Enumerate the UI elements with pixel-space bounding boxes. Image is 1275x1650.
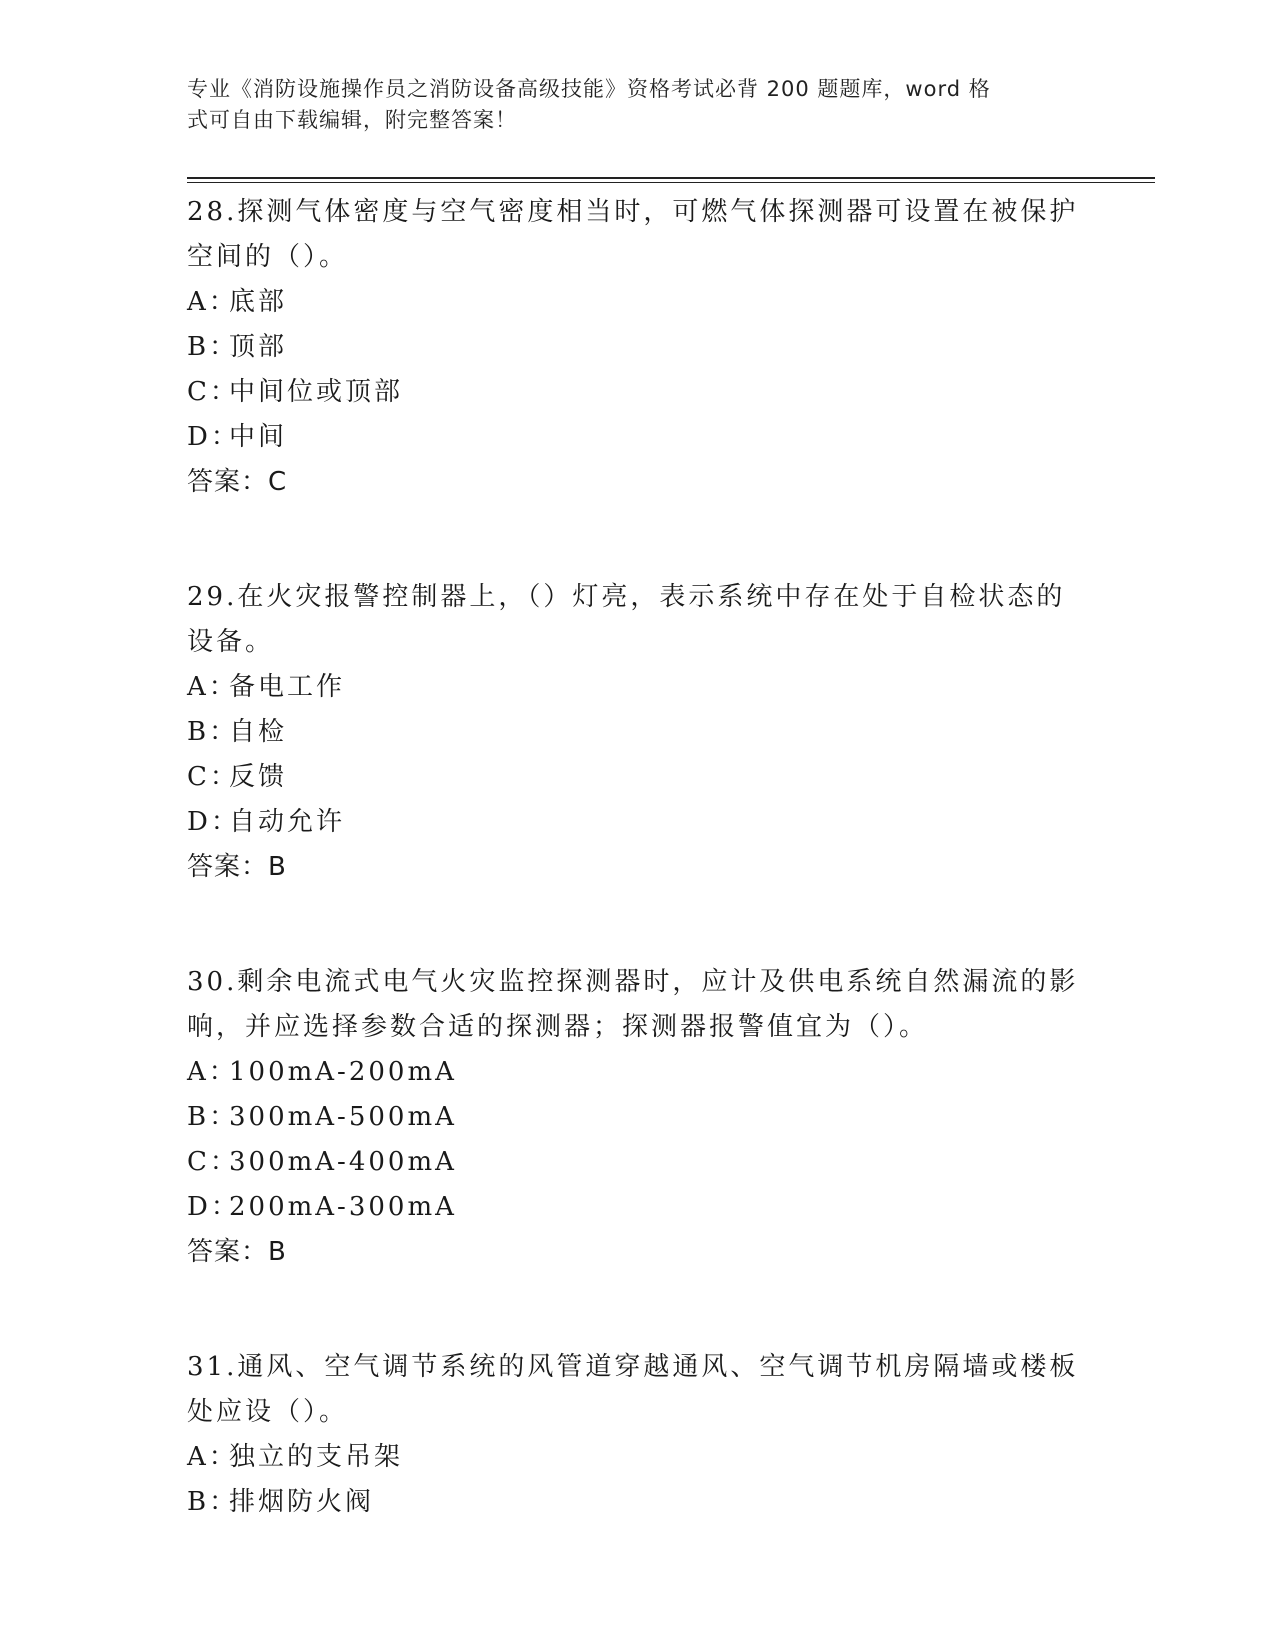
option-c: C： 300mA-400mA [187, 1147, 457, 1177]
option-d: D： 200mA-300mA [187, 1192, 457, 1222]
question-stem: 28.探测气体密度与空气密度相当时，可燃气体探测器可设置在被保护 空间的（）。 [187, 197, 1079, 272]
header-line-1: 专业《消防设施操作员之消防设备高级技能》资格考试必背 200 题题库，word 格 [187, 77, 991, 101]
option-a: A： 100mA-200mA [187, 1057, 457, 1087]
header-line-2: 式可自由下载编辑，附完整答案！ [187, 108, 517, 132]
document-header [187, 74, 1067, 136]
question-stem: 31.通风、空气调节系统的风管道穿越通风、空气调节机房隔墙或楼板 处应设（）。 [187, 1352, 1079, 1427]
answer-line: 答案：B [187, 1237, 287, 1267]
option-b: B： 顶部 [187, 332, 288, 362]
question-31 [187, 1345, 1087, 1525]
answer-line: 答案：B [187, 852, 287, 882]
option-a: A： 备电工作 [187, 672, 346, 702]
option-a: A： 底部 [187, 287, 288, 317]
option-d: D： 中间 [187, 422, 288, 452]
option-c: C： 中间位或顶部 [187, 377, 404, 407]
question-28 [187, 190, 1087, 505]
option-c: C： 反馈 [187, 762, 288, 792]
question-stem: 30.剩余电流式电气火灾监控探测器时，应计及供电系统自然漏流的影 响，并应选择参数合适的探测器；探测器报警值宜为（）。 [187, 967, 1079, 1042]
question-stem: 29.在火灾报警控制器上，（）灯亮，表示系统中存在处于自检状态的 设备。 [187, 582, 1066, 657]
header-divider-thick [187, 177, 1155, 179]
option-b: B： 排烟防火阀 [187, 1487, 375, 1517]
question-list [187, 190, 1087, 1595]
option-d: D： 自动允许 [187, 807, 346, 837]
option-a: A： 独立的支吊架 [187, 1442, 404, 1472]
option-b: B： 300mA-500mA [187, 1102, 457, 1132]
question-30 [187, 960, 1087, 1275]
option-b: B： 自检 [187, 717, 288, 747]
question-29 [187, 575, 1087, 890]
answer-line: 答案：C [187, 467, 288, 497]
header-divider-thin [187, 182, 1155, 183]
